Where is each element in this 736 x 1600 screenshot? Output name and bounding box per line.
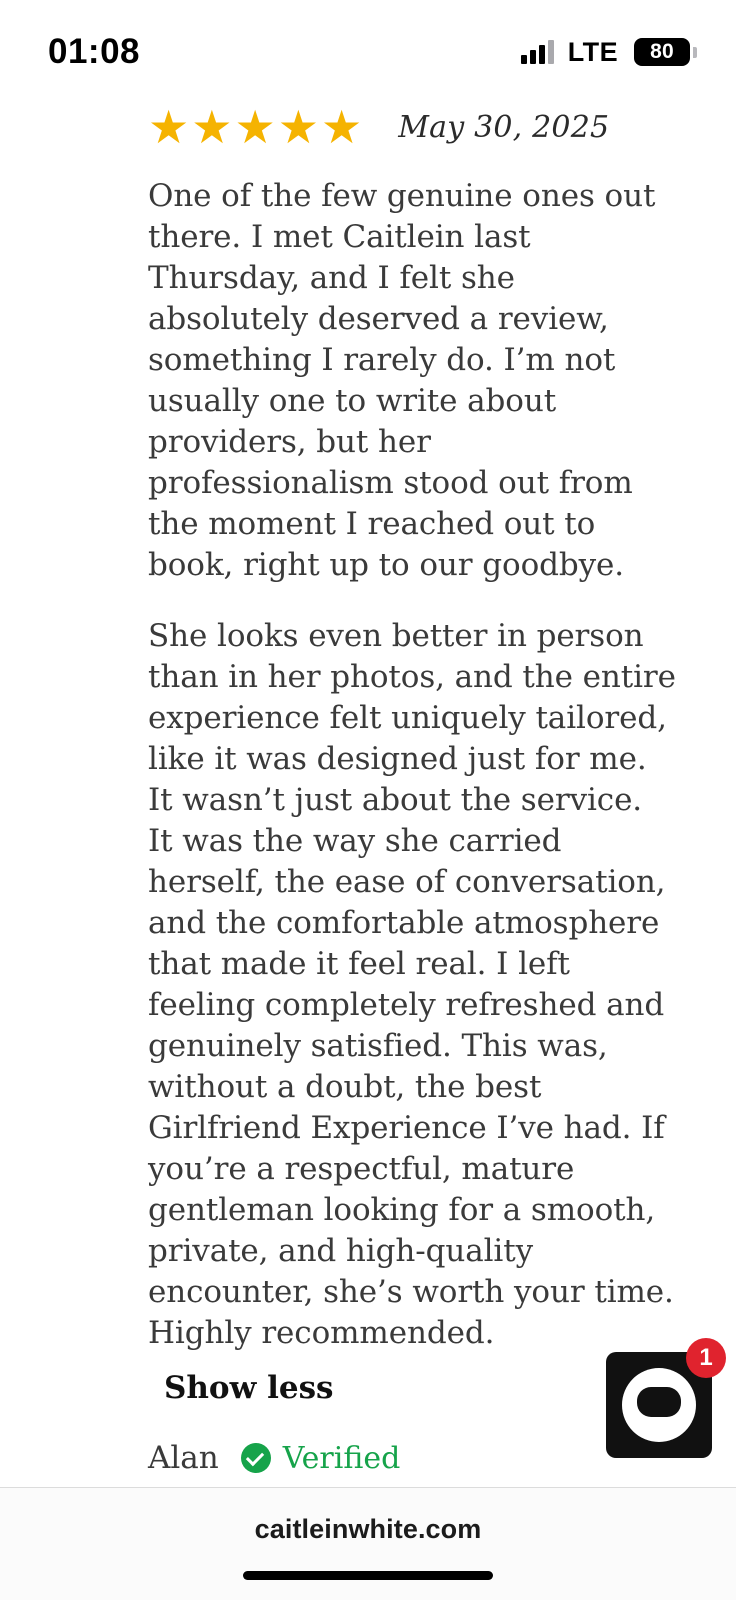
review-paragraph: One of the few genuine ones out there. I met Caitlein last Thursday, and I felt she absolutely deserved a review, something I rarely do. I’m not usually one to write about providers, but her professionalism stood out from the moment I reached out to book, right up to our goodbye.	[148, 178, 656, 583]
battery-cap	[693, 47, 697, 58]
chat-widget-button[interactable]	[606, 1344, 713, 1458]
chat-unread-badge: 1	[686, 1338, 726, 1378]
status-bar-indicators	[521, 31, 690, 68]
show-less-button[interactable]: Show less	[164, 1370, 334, 1406]
browser-bottom-bar	[0, 1487, 736, 1600]
review-header	[148, 101, 676, 153]
review-card	[0, 96, 736, 1476]
home-indicator[interactable]	[243, 1571, 493, 1580]
cellular-signal-icon	[521, 40, 554, 64]
address-bar-url[interactable]: caitleinwhite.com	[254, 1514, 482, 1544]
reviewer-name: Alan	[148, 1440, 219, 1476]
verified-status	[241, 1441, 401, 1476]
verified-check-icon	[241, 1443, 271, 1473]
review-paragraph: She looks even better in person than in her photos, and the entire experience felt uniquely tailored, like it was designed just for me. It wasn’t just about the service. It was the way she carried herself, the ease of conversation, and the comfortable atmosphere that made it feel real. I left feeling completely refreshed and genuinely satisfied. This was, without a doubt, the best Girlfriend Experience I’ve had. If you’re a respectful, mature gentleman looking for a smooth, private, and high-quality encounter, she’s worth your time. Highly recommended.	[148, 618, 676, 1351]
battery-level-label: 80	[650, 40, 674, 63]
chat-bubble-inner	[637, 1387, 681, 1417]
verified-label: Verified	[282, 1440, 401, 1476]
review-body	[148, 176, 676, 1406]
network-type-label: LTE	[567, 36, 618, 67]
status-bar	[0, 0, 736, 98]
review-footer	[148, 1440, 676, 1476]
chat-bubble-icon	[622, 1368, 696, 1442]
status-bar-clock: 01:08	[48, 32, 141, 71]
battery-icon	[634, 38, 690, 66]
review-date: May 30, 2025	[398, 109, 610, 145]
star-rating-icon: ★★★★★	[148, 101, 365, 153]
